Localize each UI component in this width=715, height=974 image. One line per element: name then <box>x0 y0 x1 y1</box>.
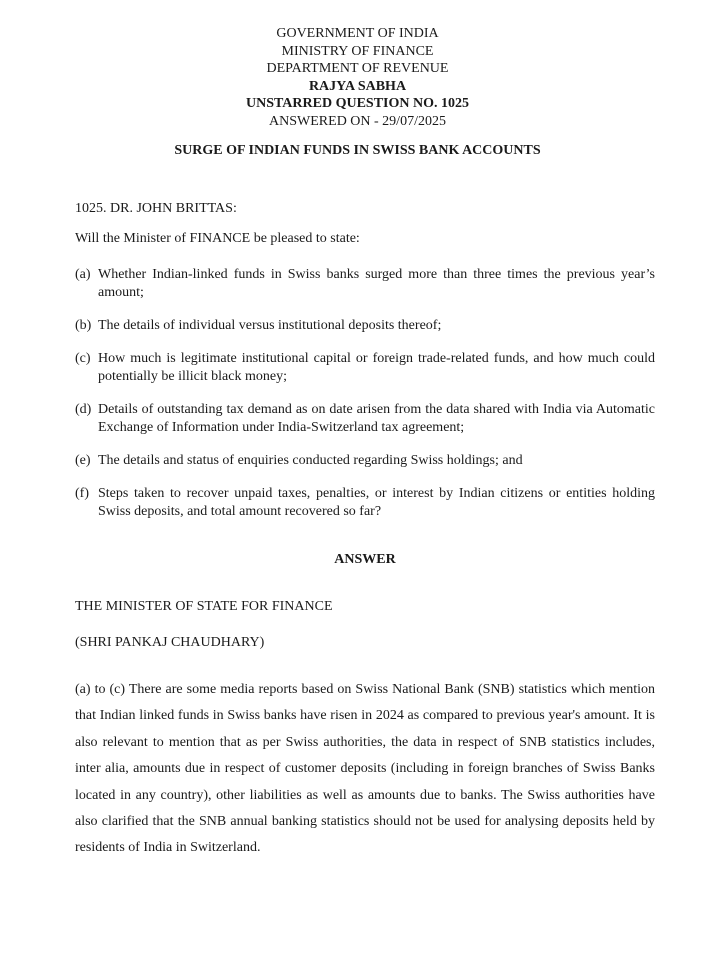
question-item-label: (d) <box>75 402 92 417</box>
question-item-text: Steps taken to recover unpaid taxes, penalties, or interest by Indian citizens or entities holding Swiss deposits, and total amount recovered so far? <box>98 486 655 519</box>
question-item-a <box>75 266 655 301</box>
question-item-f <box>75 485 655 520</box>
answer-heading: ANSWER <box>334 552 396 567</box>
header-government: GOVERNMENT OF INDIA <box>276 26 439 41</box>
answer-minister: THE MINISTER OF STATE FOR FINANCE <box>75 599 333 614</box>
question-intro: Will the Minister of FINANCE be pleased to state: <box>75 231 360 246</box>
header-ministry: MINISTRY OF FINANCE <box>281 43 434 59</box>
question-item-label: (b) <box>75 318 92 333</box>
answer-minister-name: (SHRI PANKAJ CHAUDHARY) <box>75 635 265 650</box>
question-item-text: How much is legitimate institutional capital or foreign trade-related funds, and how much could potentially be illicit black money; <box>98 351 655 384</box>
question-item-e <box>75 452 655 470</box>
question-item-label: (e) <box>75 453 91 468</box>
question-number-line: 1025. DR. JOHN BRITTAS: <box>75 201 237 216</box>
question-item-text: The details and status of enquiries conducted regarding Swiss holdings; and <box>98 453 523 468</box>
question-item-label: (f) <box>75 486 89 501</box>
question-item-label: (c) <box>75 351 91 366</box>
question-item-c <box>75 350 655 385</box>
document-header <box>0 25 715 131</box>
question-item-text: Details of outstanding tax demand as on date arisen from the data shared with India via Automatic Exchange of Information under India-Switzerland tax agreement; <box>98 402 655 435</box>
question-item-d <box>75 401 655 436</box>
header-department: DEPARTMENT OF REVENUE <box>266 61 449 77</box>
question-item-text: The details of individual versus institutional deposits thereof; <box>98 318 442 333</box>
header-question-number: UNSTARRED QUESTION NO. 1025 <box>246 96 469 112</box>
question-item-b <box>75 317 655 335</box>
header-answered-on: ANSWERED ON - 29/07/2025 <box>269 113 446 129</box>
header-house: RAJYA SABHA <box>308 78 407 94</box>
question-item-label: (a) <box>75 267 91 282</box>
answer-paragraph: (a) to (c) There are some media reports based on Swiss National Bank (SNB) statistics which mention that Indian linked funds in Swiss banks have risen in 2024 as compared to previous year's amount. It is also relevant to mention that as per Swiss authorities, the data in respect of SNB statistics includes, inter alia, amounts due in respect of customer deposits (including in foreign branches of Swiss Banks located in any country), other liabilities as well as amounts due to banks. The Swiss authorities have also clarified that the SNB annual banking statistics should not be used for analysing deposits held by residents of India in Switzerland. <box>75 682 655 856</box>
question-item-text: Whether Indian-linked funds in Swiss banks surged more than three times the previous year’s amount; <box>98 267 655 300</box>
question-subject: SURGE OF INDIAN FUNDS IN SWISS BANK ACCOUNTS <box>174 143 541 158</box>
